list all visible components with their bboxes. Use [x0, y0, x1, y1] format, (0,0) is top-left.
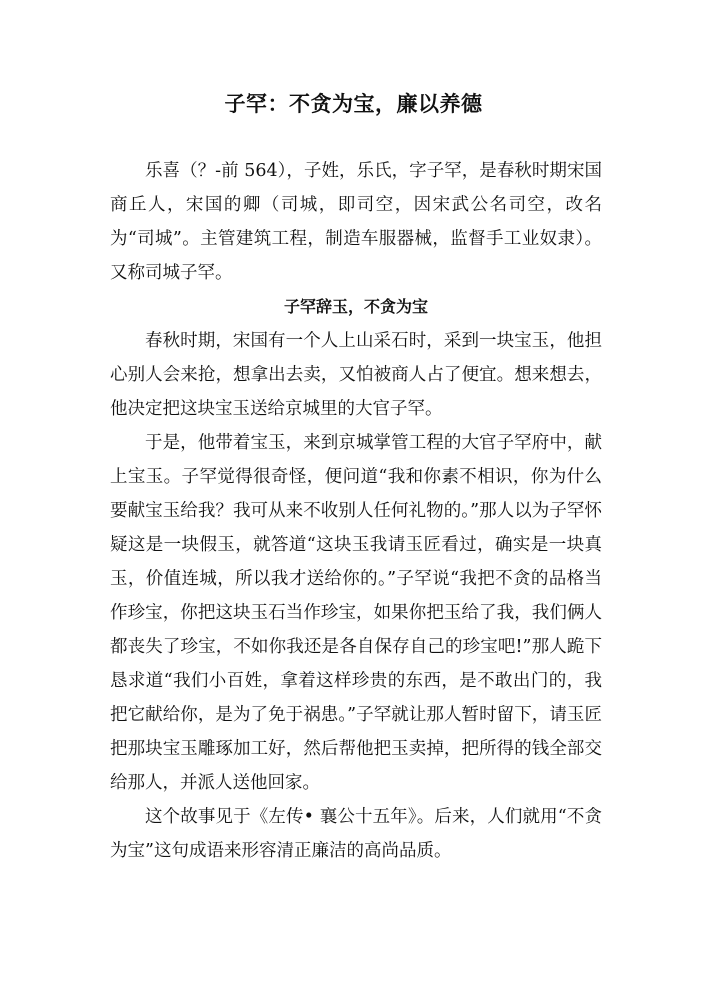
intro-paragraph: 乐喜（？-前 564），子姓，乐氏，字子罕，是春秋时期宋国商丘人，宋国的卿（司城，即司空，因宋武公名司空，改名为“司城”。主管建筑工程，制造车服器械，监督手工业奴隶）。又称司城子罕。 [110, 161, 602, 283]
document-body [110, 154, 602, 868]
story-paragraph: 春秋时期，宋国有一个人上山采石时，采到一块宝玉，他担心别人会来抢，想拿出去卖，又怕被商人占了便宜。想来想去，他决定把这块宝玉送给京城里的大官子罕。 [110, 331, 602, 419]
page-title: 子罕：不贪为宝，廉以养德 [224, 91, 483, 116]
story-paragraph: 这个故事见于《左传• 襄公十五年》。后来，人们就用“不贪为宝”这句成语来形容清正廉洁的高尚品质。 [110, 807, 602, 861]
story-paragraph: 于是，他带着宝玉，来到京城掌管工程的大官子罕府中，献上宝玉。子罕觉得很奇怪，便问道“我和你素不相识，你为什么要献宝玉给我？我可从来不收别人任何礼物的。”那人以为子罕怀疑这是一块假玉，就答道“这块玉我请玉匠看过，确实是一块真玉，价值连城，所以我才送给你的。”子罕说“我把不贪的品格当作珍宝，你把这块玉石当作珍宝，如果你把玉给了我，我们俩人都丧失了珍宝，不如你我还是各自保存自己的珍宝吧!”那人跪下恳求道“我们小百姓，拿着这样珍贵的东西，是不敢出门的，我把它献给你，是为了免于祸患。”子罕就让那人暂时留下，请玉匠把那块宝玉雕琢加工好，然后帮他把玉卖掉，把所得的钱全部交给那人，并派人送他回家。 [110, 433, 602, 793]
section-title: 子罕辞玉，不贪为宝 [283, 297, 428, 316]
